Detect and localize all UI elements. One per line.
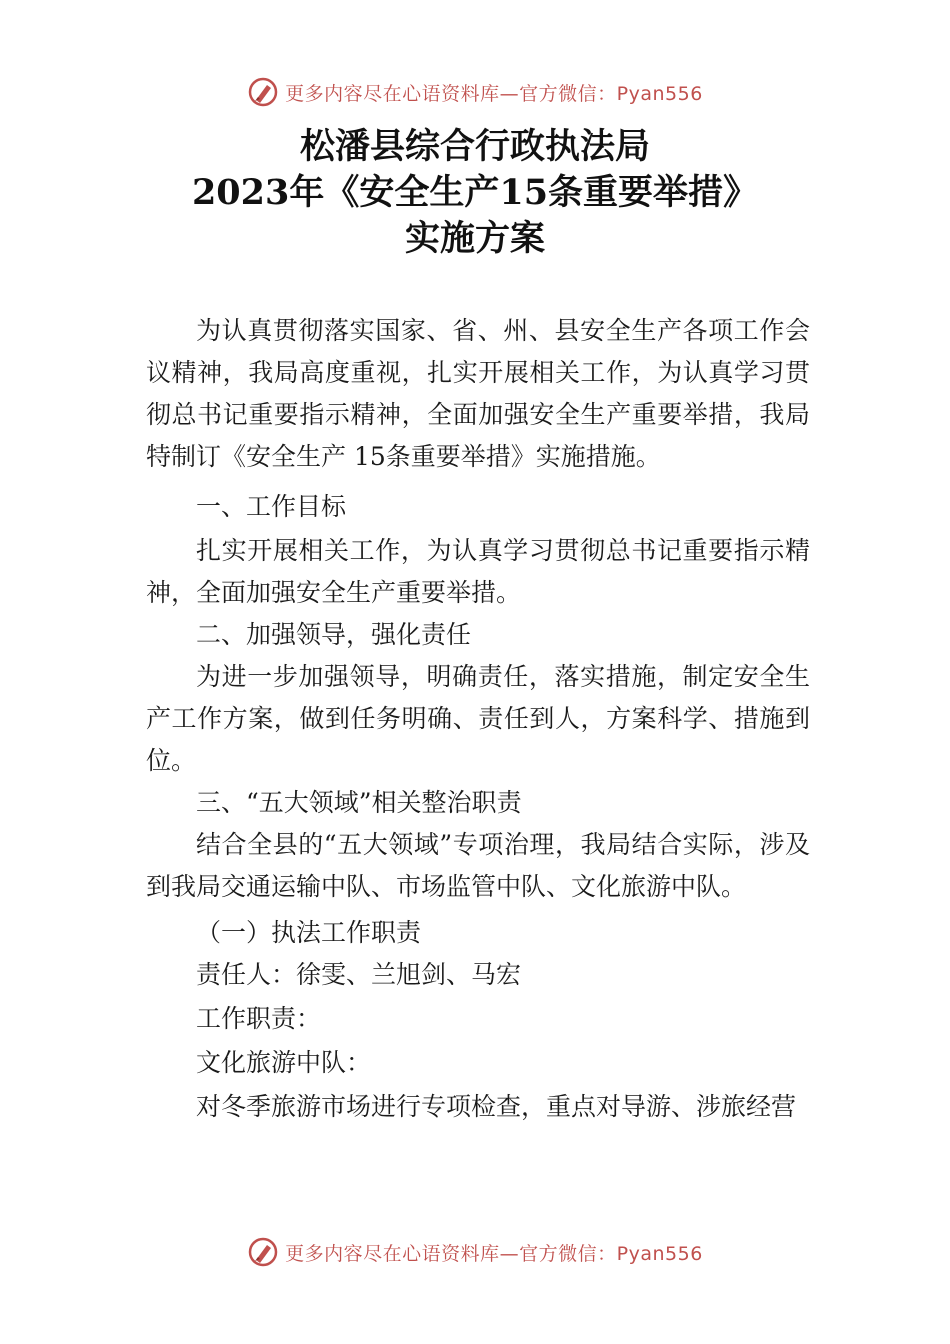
document-title-line-1: 松潘县综合行政执法局 — [299, 126, 650, 167]
watermark-header — [0, 72, 950, 112]
work-duties-label: 工作职责： — [196, 1004, 322, 1033]
watermark-text: 更多内容尽在心语资料库—官方微信：Pyan556 — [285, 82, 703, 105]
section-heading-leadership: 二、加强领导，强化责任 — [196, 620, 472, 649]
intro-paragraph: 为认真贯彻落实国家、省、州、县安全生产各项工作会议精神，我局高度重视，扎实开展相关工作，为认真学习贯彻总书记重要指示精神，全面加强安全生产重要举措，我局特制订《安全生产 15条重要举措》实施措施。 — [146, 316, 810, 471]
pen-nib-icon — [247, 1236, 279, 1268]
five-domains-paragraph: 结合全县的“五大领域”专项治理，我局结合实际，涉及到我局交通运输中队、市场监管中队、文化旅游中队。 — [146, 830, 810, 901]
section-heading-five-domains: 三、“五大领域”相关整治职责 — [196, 788, 522, 817]
document-body — [146, 310, 810, 1128]
subsection-heading-duties: （一）执法工作职责 — [196, 918, 422, 947]
section-heading-goals: 一、工作目标 — [196, 492, 347, 521]
winter-tourism-paragraph: 对冬季旅游市场进行专项检查，重点对导游、涉旅经营 — [196, 1092, 797, 1121]
goals-paragraph: 扎实开展相关工作，为认真学习贯彻总书记重要指示精神，全面加强安全生产重要举措。 — [146, 536, 810, 607]
culture-tourism-squad-label: 文化旅游中队： — [196, 1048, 372, 1077]
watermark-text: 更多内容尽在心语资料库—官方微信：Pyan556 — [285, 1242, 703, 1265]
pen-nib-icon — [247, 76, 279, 108]
responsible-persons: 责任人：徐雯、兰旭剑、马宏 — [196, 960, 522, 989]
document-title-line-2: 2023年《安全生产15条重要举措》 — [191, 172, 759, 213]
watermark-footer — [0, 1232, 950, 1272]
leadership-paragraph: 为进一步加强领导，明确责任，落实措施，制定安全生产工作方案，做到任务明确、责任到人，方案科学、措施到位。 — [146, 662, 810, 775]
document-title-line-3: 实施方案 — [404, 218, 545, 259]
